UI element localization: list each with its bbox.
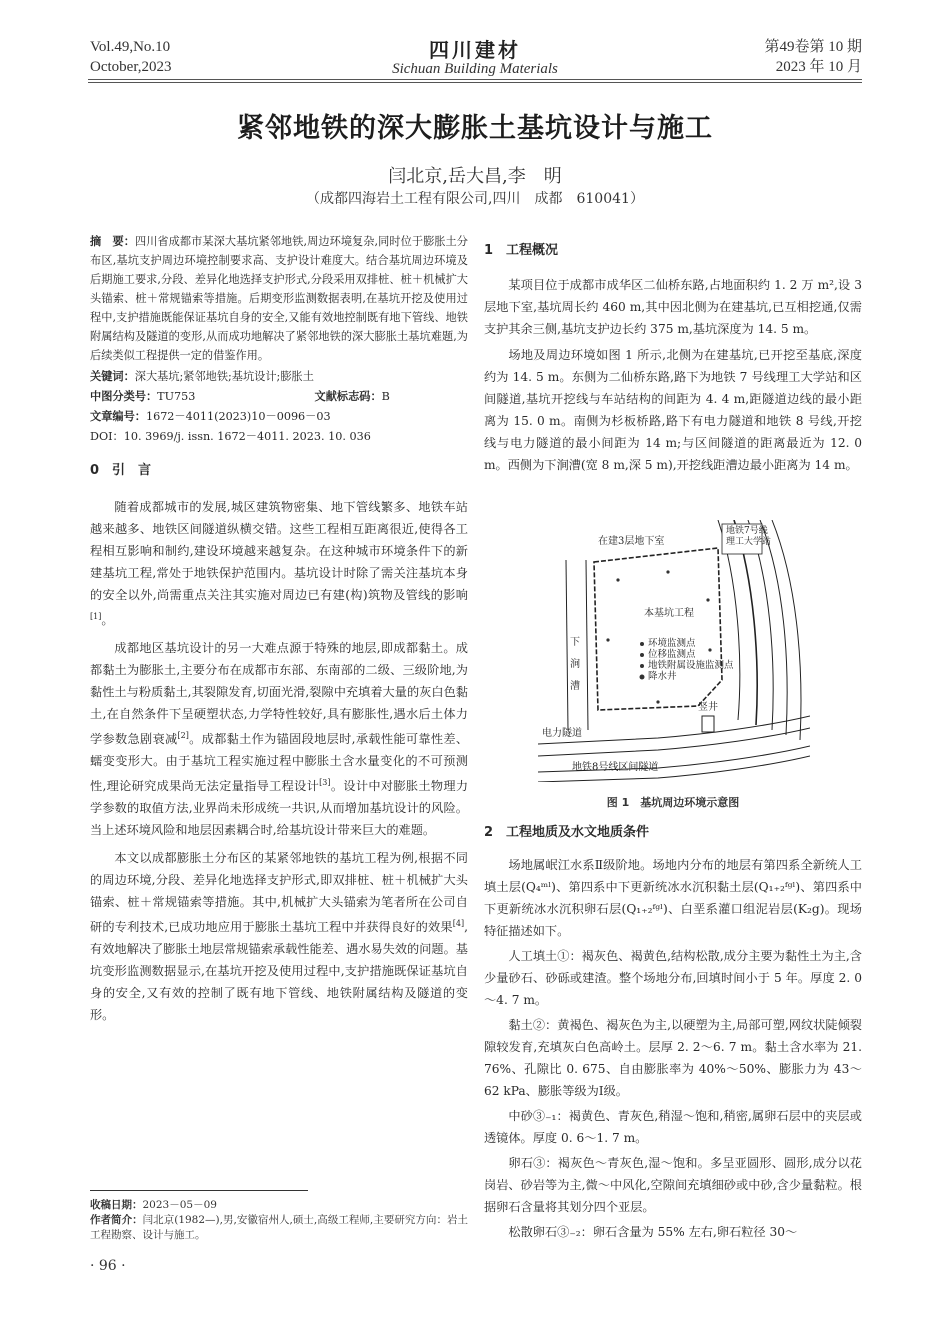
sec1-paragraph-2: 场地及周边环境如图 1 所示,北侧为在建基坑,已开挖至基底,深度约为 14. 5 m。东侧为二仙桥东路,路下为地铁 7 号线理工大学站和区间隧道,基坑开挖线与车站结构的间距为 4. 4 m,距隧道边线的最小距离为 15. 0 m。南侧为杉板桥路,路下有电力隧道和地铁 8 号线,开挖线与电力隧道的最小间距为 14 m;与区间隧道的距离最近为 12. 0 m。西侧为下涧漕(宽 8 m,深 5 m),开挖线距漕边最小距离为 14 m。 xyxy=(484,348,862,472)
sec0-paragraph-3 xyxy=(90,847,468,1026)
legend xyxy=(648,638,734,682)
page-number: · 96 · xyxy=(90,1258,126,1274)
label-metro-7: 地铁7号线 xyxy=(726,526,768,536)
section-2-heading: 2 工程地质及水文地质条件 xyxy=(484,825,650,840)
footnote-rule xyxy=(90,1190,308,1191)
sec0-p2a: 成都地区基坑设计的另一大难点源于特殊的地层,即成都黏土。成都黏土为膨胀土,主要分布在成都市东部、东南部的二级、三级阶地,为黏性土与粉质黏土,其裂隙发育,切面光滑,裂隙中充填着大量的灰白色黏土,在自然条件下呈硬塑状态,力学特性较好,具有膨胀性,遇水后土体力学参数急剧衰减 xyxy=(90,641,468,747)
article-number xyxy=(90,407,468,426)
journal-logo: 四川建材 xyxy=(429,38,521,62)
abstract xyxy=(90,232,468,365)
sec2-paragraph-1: 场地属岷江水系Ⅱ级阶地。场地内分布的地层有第四系全新统人工填土层(Q₄ᵐˡ)、第四系中下更新统冰水沉积黏土层(Q₁₊₂ᶠᵍˡ)、第四系中下更新统冰水沉积卵石层(Q₁₊₂ᶠᵍˡ)、白垩系灌口组泥岩层(K₂g)。现场特征描述如下。 xyxy=(484,858,862,938)
section-1-heading: 1 工程概况 xyxy=(484,243,559,258)
abstract-text: 四川省成都市某深大基坑紧邻地铁,周边环境复杂,同时位于膨胀土分布区,基坑支护周边环境控制要求高、支护设计难度大。结合基坑周边环境及后期施工要求,分段、差异化地选择支护形式,分段采用双排桩、桩＋机械扩大头锚索、桩＋常规锚索等措施。后期变形监测数据表明,在基坑开挖及使用过程中,支护措施既能保证基坑自身的安全,又能有效地控制既有地下管线、地铁附属结构及隧道的变形,从而成功地解决了紧邻地铁的深大膨胀土基坑难题,为后续类似工程提供一定的借鉴作用。 xyxy=(90,235,468,362)
paper-title: 紧邻地铁的深大膨胀土基坑设计与施工 xyxy=(237,113,713,144)
figure-1 xyxy=(538,520,810,782)
label-north-basement: 在建3层地下室 xyxy=(598,536,665,547)
header-rule xyxy=(88,79,862,80)
ref-3[interactable]: [3] xyxy=(319,778,331,788)
label-west-3: 漕 xyxy=(570,681,580,692)
section-0-heading: 0 引 言 xyxy=(90,463,152,478)
clc-label: 中图分类号： xyxy=(90,389,158,403)
right-column-lower xyxy=(484,822,862,1243)
article-no-label: 文章编号： xyxy=(90,409,146,423)
label-west-1: 下 xyxy=(570,637,580,648)
volume-right: 第49卷第 10 期 xyxy=(764,39,862,55)
date-left: October,2023 xyxy=(90,59,172,75)
sec0-p1-end: 。 xyxy=(101,613,114,628)
received-label: 收稿日期： xyxy=(90,1199,143,1211)
keywords xyxy=(90,367,468,386)
label-shaft: 竖井 xyxy=(698,702,718,713)
author-label: 作者简介： xyxy=(90,1214,143,1226)
sec1-paragraph-1: 某项目位于成都市成华区二仙桥东路,占地面积约 1. 2 万 m²,设 3 层地下室,基坑周长约 460 m,其中因北侧为在建基坑,已互相挖通,仅需支护其余三侧,基坑支护边长约 375 m,基坑深度为 14. 5 m。 xyxy=(484,278,862,336)
received-date: 2023－05－09 xyxy=(142,1199,217,1211)
ref-1[interactable]: [1] xyxy=(90,612,102,621)
legend-env: 环境监测点 xyxy=(648,638,696,649)
right-column xyxy=(484,240,862,476)
sec2-paragraph-2: 人工填土①：褐灰色、褐黄色,结构松散,成分主要为黏性土为主,含少量砂石、砂砾或建渣。整个场地分布,回填时间小于 5 年。厚度 2. 0～4. 7 m。 xyxy=(484,949,862,1007)
doc-code-text: B xyxy=(381,390,390,403)
sec2-paragraph-5: 卵石③：褐灰色～青灰色,湿～饱和。多呈亚圆形、圆形,成分以花岗岩、砂岩等为主,微～中风化,空隙间充填细砂或中砂,含少量黏粒。根据卵石含量将其划分四个亚层。 xyxy=(484,1156,862,1214)
sec2-paragraph-3: 黏土②：黄褐色、褐灰色为主,以硬塑为主,局部可塑,网纹状陡倾裂隙较发育,充填灰白色高岭土。层厚 2. 2～6. 7 m。黏土含水率为 21. 76%、孔隙比 0. 675、自由膨胀率为 40%～50%、膨胀力为 43～62 kPa、膨胀等级为Ⅰ级。 xyxy=(484,1018,862,1098)
ref-2[interactable]: [2] xyxy=(177,731,189,741)
sec0-p1-text: 随着成都城市的发展,城区建筑物密集、地下管线繁多、地铁车站越来越多、地铁区间隧道纵横交错。这些工程相互距离很近,使得各工程相互影响和制约,建设环境越来越复杂。在这种城市环境条件下的新建基坑工程,常处于地铁保护范围内。基坑设计时除了需关注基坑本身的安全以外,尚需重点关注其实施对周边已有建(构)筑物及管线的影响 xyxy=(90,500,468,602)
affiliation: （成都四海岩土工程有限公司,四川 成都 610041） xyxy=(306,191,644,207)
sec0-p2c: 。设计中对膨胀土物理力学参数的取值方法,业界尚未形成统一共识,从而增加基坑设计的风险。当上述环境风险和地层因素耦合时,给基坑设计带来巨大的难题。 xyxy=(90,779,469,838)
keywords-label: 关键词： xyxy=(90,369,135,383)
label-line-8: 地铁8号线区间隧道 xyxy=(572,762,659,773)
left-column xyxy=(90,232,468,1026)
label-power-tunnel: 电力隧道 xyxy=(542,728,582,739)
sec0-p3a: 本文以成都膨胀土分布区的某紧邻地铁的基坑工程为例,根据不同的周边环境,分段、差异化地选择支护形式,即双排桩、桩＋机械扩大头锚索、桩＋常规锚索等措施。其中,机械扩大头锚索为笔者所在公司自研的专利技术,已成功地应用于膨胀土基坑工程中并获得良好的效果 xyxy=(90,851,468,935)
sec2-paragraph-4: 中砂③₋₁：褐黄色、青灰色,稍湿～饱和,稍密,属卵石层中的夹层或透镜体。厚度 0. 6～1. 7 m。 xyxy=(484,1109,862,1145)
journal-name-en: Sichuan Building Materials xyxy=(392,61,558,77)
clc-text: TU753 xyxy=(157,390,196,403)
legend-well: 降水井 xyxy=(648,671,677,682)
doc-code-label: 文献标志码： xyxy=(314,389,382,403)
label-west-2: 涧 xyxy=(570,659,580,670)
doi: DOI：10. 3969/j. issn. 1672－4011. 2023. 10. 036 xyxy=(90,430,371,443)
figure-1-caption: 图 1 基坑周边环境示意图 xyxy=(606,796,740,809)
abstract-label: 摘 要： xyxy=(90,234,135,248)
authors: 闫北京,岳大昌,李 明 xyxy=(388,166,562,187)
header-rule-2 xyxy=(88,82,862,83)
sec0-p3b: ,有效地解决了膨胀土地层常规锚索承载性能差、遇水易失效的问题。基坑变形监测数据显示,在基坑开挖及使用过程中,支护措施既保证基坑自身的安全,又有效的控制了既有地下管线、地铁附属结构及隧道的变形。 xyxy=(90,920,468,1023)
label-pit: 本基坑工程 xyxy=(644,608,694,619)
sec0-paragraph-2 xyxy=(90,637,468,841)
legend-metro: 地铁附属设施监测点 xyxy=(648,660,734,671)
label-west-channel xyxy=(570,632,580,698)
label-station: 理工大学站 xyxy=(726,537,772,547)
sec0-paragraph-1 xyxy=(90,496,468,631)
legend-disp: 位移监测点 xyxy=(648,649,696,660)
classification xyxy=(90,387,468,406)
author-bio: 闫北京(1982—),男,安徽宿州人,硕士,高级工程师,主要研究方向：岩土工程勘察、设计与施工。 xyxy=(90,1214,469,1241)
footnote xyxy=(90,1198,468,1243)
sec2-paragraph-6: 松散卵石③₋₂：卵石含量为 55% 左右,卵石粒径 30～ xyxy=(508,1225,798,1239)
keywords-text: 深大基坑;紧邻地铁;基坑设计;膨胀土 xyxy=(134,370,314,383)
sec0-p2b: 。成都黏土作为锚固段地层时,承载性能可靠性差、蠕变变形大。由于基坑工程实施过程中膨胀土含水量变化的不可预测性,理论研究成果尚无法定量指导工程设计 xyxy=(90,732,469,794)
article-no-text: 1672－4011(2023)10－0096－03 xyxy=(145,410,331,423)
volume-left: Vol.49,No.10 xyxy=(90,39,171,55)
ref-4[interactable]: [4] xyxy=(452,919,465,929)
date-right: 2023 年 10 月 xyxy=(775,59,862,75)
